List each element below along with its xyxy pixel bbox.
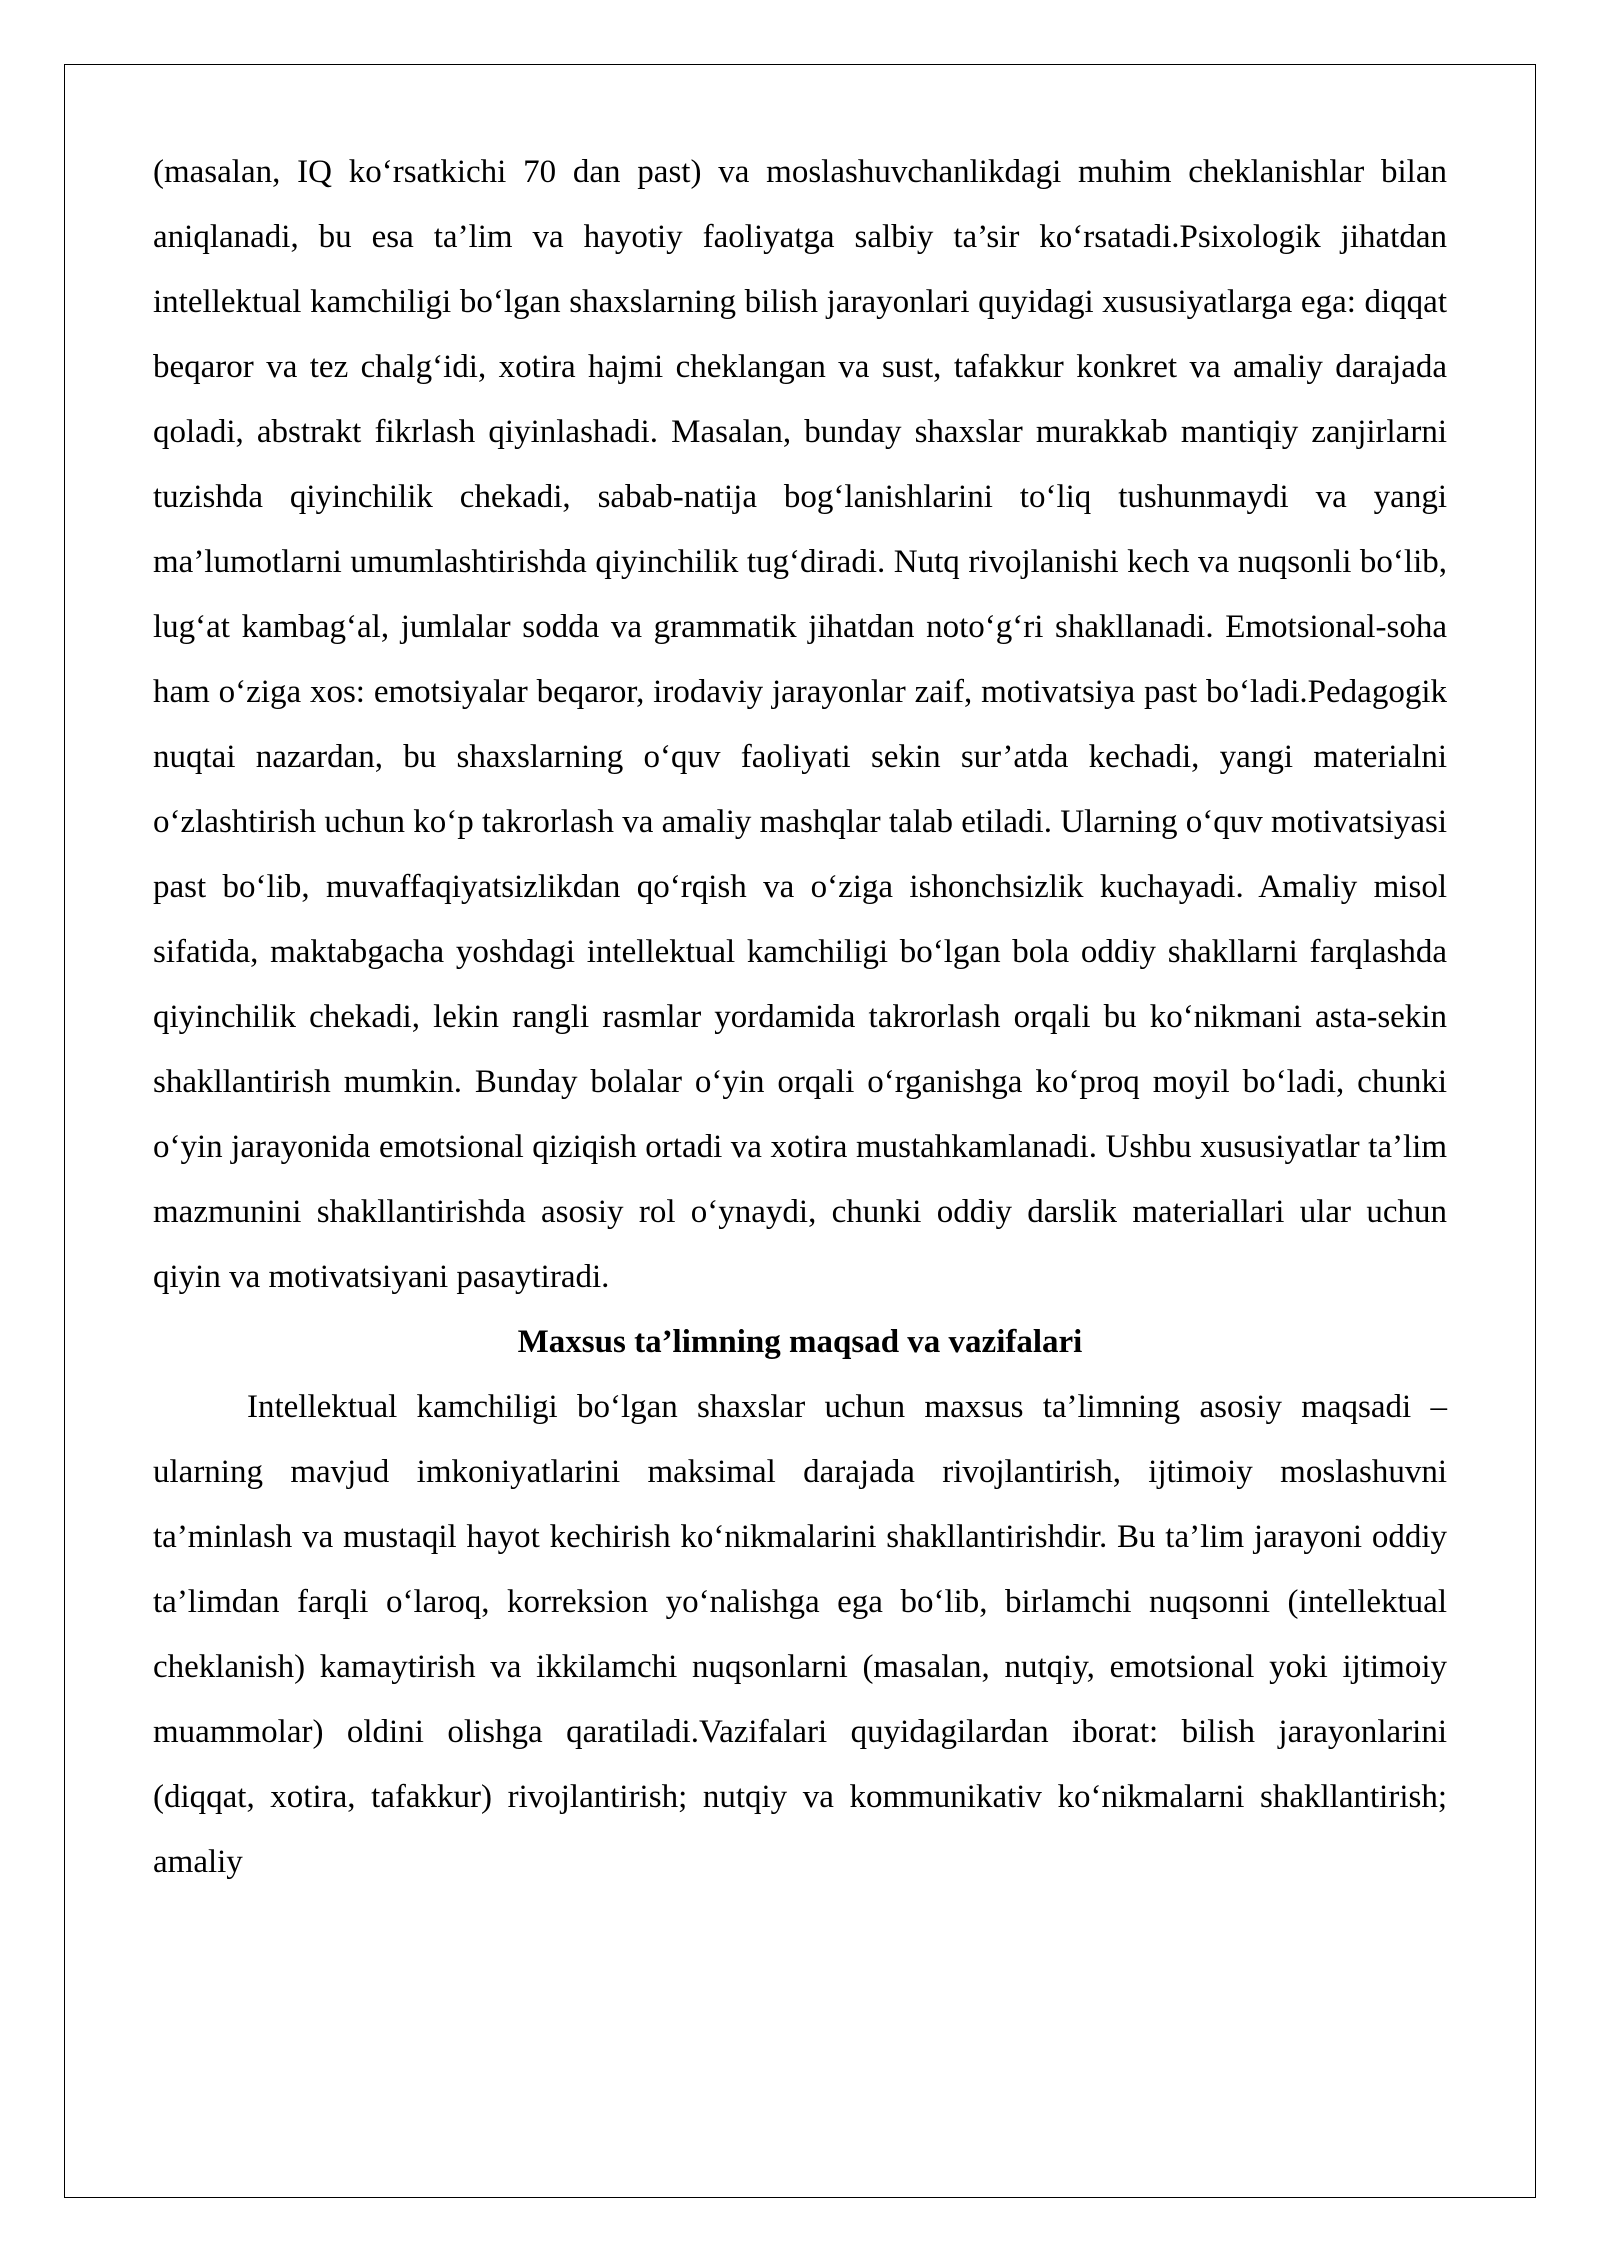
section-heading: Maxsus ta’limning maqsad va vazifalari <box>517 1324 1083 1360</box>
body-paragraph-2: Intellektual kamchiligi bo‘lgan shaxslar uchun maxsus ta’limning asosiy maqsadi – ularning mavjud imkoniyatlarini maksimal darajada rivojlantirish, ijtimoiy moslashuvni ta’minlash va mustaqil hayot kechirish ko‘nikmalarini shakllantirishdir. Bu ta’lim jarayoni oddiy ta’limdan farqli o‘laroq, korreksion yo‘nalishga ega bo‘lib, birlamchi nuqsonni (intellektual cheklanish) kamaytirish va ikkilamchi nuqsonlarni (masalan, nutqiy, emotsional yoki ijtimoiy muammolar) oldini olishga qaratiladi.Vazifalari quyidagilardan iborat: bilish jarayonlarini (diqqat, xotira, tafakkur) rivojlantirish; nutqiy va kommunikativ ko‘nikmalarni shakllantirish; amaliy <box>153 1389 1447 1880</box>
body-paragraph-1: (masalan, IQ ko‘rsatkichi 70 dan past) va moslashuvchanlikdagi muhim cheklanishlar bilan aniqlanadi, bu esa ta’lim va hayotiy faoliyatga salbiy ta’sir ko‘rsatadi.Psixologik jihatdan intellektual kamchiligi bo‘lgan shaxslarning bilish jarayonlari quyidagi xususiyatlarga ega: diqqat beqaror va tez chalg‘idi, xotira hajmi cheklangan va sust, tafakkur konkret va amaliy darajada qoladi, abstrakt fikrlash qiyinlashadi. Masalan, bunday shaxslar murakkab mantiqiy zanjirlarni tuzishda qiyinchilik chekadi, sabab-natija bog‘lanishlarini to‘liq tushunmaydi va yangi ma’lumotlarni umumlashtirishda qiyinchilik tug‘diradi. Nutq rivojlanishi kech va nuqsonli bo‘lib, lug‘at kambag‘al, jumlalar sodda va grammatik jihatdan noto‘g‘ri shakllanadi. Emotsional-soha ham o‘ziga xos: emotsiyalar beqaror, irodaviy jarayonlar zaif, motivatsiya past bo‘ladi.Pedagogik nuqtai nazardan, bu shaxslarning o‘quv faoliyati sekin sur’atda kechadi, yangi materialni o‘zlashtirish uchun ko‘p takrorlash va amaliy mashqlar talab etiladi. Ularning o‘quv motivatsiyasi past bo‘lib, muvaffaqiyatsizlikdan qo‘rqish va o‘ziga ishonchsizlik kuchayadi. Amaliy misol sifatida, maktabgacha yoshdagi intellektual kamchiligi bo‘lgan bola oddiy shakllarni farqlashda qiyinchilik chekadi, lekin rangli rasmlar yordamida takrorlash orqali bu ko‘nikmani asta-sekin shakllantirish mumkin. Bunday bolalar o‘yin orqali o‘rganishga ko‘proq moyil bo‘ladi, chunki o‘yin jarayonida emotsional qiziqish ortadi va xotira mustahkamlanadi. Ushbu xususiyatlar ta’lim mazmunini shakllantirishda asosiy rol o‘ynaydi, chunki oddiy darslik materiallari ular uchun qiyin va motivatsiyani pasaytiradi. <box>153 154 1448 1295</box>
document-body <box>153 140 1447 1895</box>
